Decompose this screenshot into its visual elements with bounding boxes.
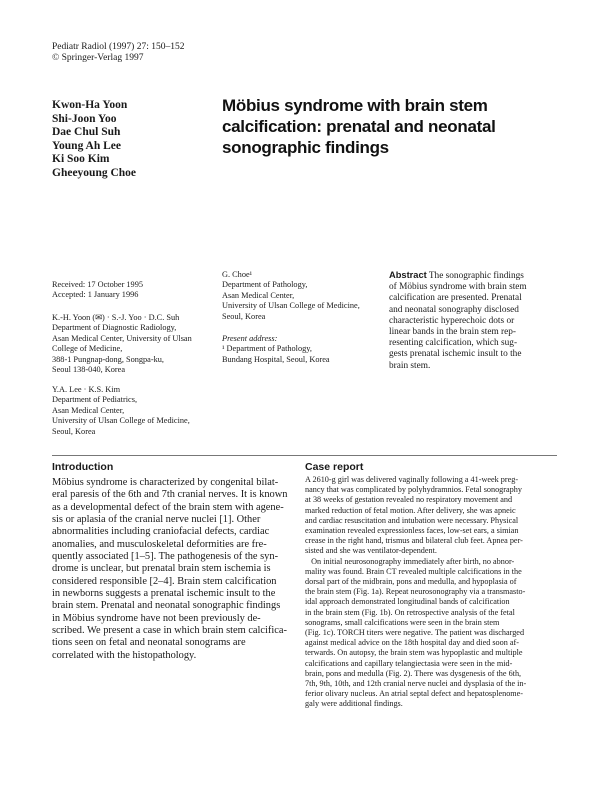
author-name: Shi-Joon Yoo [52, 112, 117, 125]
body-line: terwards. On autopsy, the brain stem was hypoplastic and multiple [305, 648, 523, 658]
body-line: the brain stem (Fig. 1a). Repeat neurosonography via a transmasto- [305, 587, 526, 597]
body-line: brain, pons and medulla (Fig. 2). There was dysgenesis of the 6th, [305, 668, 522, 678]
body-line: On initial neurosonography immediately after birth, no abnor- [305, 556, 515, 566]
affiliation-line: Seoul, Korea [222, 311, 266, 321]
body-line: sis or aplasia of the cranial nerve nuclei [1]. Other [52, 514, 261, 526]
abstract-label: Abstract [389, 270, 427, 280]
affiliation-line: College of Medicine, [52, 344, 123, 354]
affiliation-pathology [222, 270, 360, 322]
body-line: calcifications and capillary telangiectasia were seen in the mid- [305, 658, 513, 668]
affiliation-line: K.-H. Yoon (✉) · S.-J. Yoo · D.C. Suh [52, 313, 180, 322]
case-report-heading: Case report [305, 461, 364, 473]
accepted-date: Accepted: 1 January 1996 [52, 290, 139, 300]
body-line: as a developmental defect of the brain stem with agene- [52, 501, 284, 513]
present-address-label: Present address: [222, 334, 278, 343]
abstract-line: and neonatal sonography disclosed [389, 304, 519, 315]
author-name: Kwon-Ha Yoon [52, 99, 128, 111]
body-line: ferior olivary nucleus. An atrial septal defect and hepatosplenome- [305, 689, 524, 699]
abstract-line: brain stem. [389, 360, 431, 371]
affiliation-line: Asan Medical Center, University of Ulsan [52, 333, 192, 343]
case-report-body [305, 475, 560, 710]
body-line: at 38 weeks of gestation revealed no respiratory movement and [305, 495, 513, 505]
present-address-line: ¹ Department of Pathology, [222, 344, 312, 354]
body-line: brain stem. Prenatal and neonatal sonographic findings [52, 600, 281, 612]
body-line: against medical advice on the 18th hospital day and died soon af- [305, 638, 519, 648]
article-title [222, 95, 522, 158]
body-line: marked reduction of fetal motion. After delivery, she was apneic [305, 505, 516, 515]
body-line: eral paresis of the 6th and 7th cranial nerves. It is known [52, 489, 288, 501]
copyright-line: © Springer-Verlag 1997 [52, 53, 144, 63]
body-line: crease in the right hand, trismus and bilateral club feet. Apnea per- [305, 536, 523, 546]
body-line: abnormalities including craniofacial defects, cardiac [52, 526, 270, 538]
title-line: calcification: prenatal and neonatal [222, 117, 496, 136]
journal-citation [52, 42, 184, 64]
author-list [52, 99, 136, 180]
abstract-line: calcification are presented. Prenatal [389, 293, 522, 304]
body-line: drome is unclear, but prenatal brain stem ischemia is [52, 563, 271, 575]
received-date: Received: 17 October 1995 [52, 280, 144, 289]
affiliation-line: Asan Medical Center, [52, 405, 125, 415]
affiliation-radiology [52, 313, 192, 375]
affiliation-line: Asan Medical Center, [222, 290, 295, 300]
present-address-line: Bundang Hospital, Seoul, Korea [222, 354, 330, 364]
affiliation-line: Seoul 138-040, Korea [52, 365, 126, 375]
abstract-line: linear bands in the brain stem rep- [389, 327, 517, 338]
author-name: Gheeyoung Choe [52, 166, 137, 179]
abstract [389, 270, 559, 372]
affiliation-line: Department of Pathology, [222, 280, 308, 290]
body-line: idal approach demonstrated longitudinal bands of calcification [305, 597, 510, 607]
abstract-line: gests prenatal ischemic insult to the [389, 349, 522, 360]
body-line: (Fig. 1c). TORCH titers were negative. The patient was discharged [305, 628, 525, 638]
title-line: Möbius syndrome with brain stem [222, 96, 488, 115]
affiliation-line: University of Ulsan College of Medicine, [222, 301, 360, 311]
body-line: quently associated [1–5]. The pathogenesis of the syn- [52, 551, 279, 563]
body-line: galy were additional findings. [305, 699, 403, 709]
author-name: Dae Chul Suh [52, 126, 121, 138]
body-line: tions seen on fetal and neonatal sonograms are [52, 637, 246, 649]
body-line: mality was found. Brain CT revealed multiple calcifications in the [305, 566, 522, 576]
introduction-heading: Introduction [52, 461, 114, 473]
author-name: Ki Soo Kim [52, 153, 110, 165]
body-line: examination revealed expressionless faces, low-set ears, a simian [305, 526, 519, 536]
body-line: sonograms, small calcifications were seen in the brain stem [305, 617, 500, 627]
body-line: in Möbius syndrome have not been previously de- [52, 612, 261, 624]
introduction-body [52, 477, 296, 662]
journal-reference: Pediatr Radiol (1997) 27: 150–152 [52, 42, 185, 52]
body-line: anomalies, and musculoskeletal deformities are fre- [52, 538, 267, 550]
affiliation-line: 388-1 Pungnap-dong, Songpa-ku, [52, 354, 164, 364]
article-dates [52, 280, 143, 301]
body-line: 7th, 9th, 10th, and 12th cranial nerve nuclei and dysplasia of the in- [305, 679, 527, 689]
present-address [222, 334, 330, 365]
affiliation-line: Seoul, Korea [52, 426, 96, 436]
body-line: scribed. We present a case in which brain stem calcifica- [52, 625, 287, 637]
abstract-text: The sonographic findings [426, 271, 524, 281]
affiliation-pediatrics [52, 385, 190, 437]
affiliation-line: Y.A. Lee · K.S. Kim [52, 385, 121, 394]
body-line: in newborns suggests a prenatal ischemic insult to the [52, 588, 276, 600]
body-line: Möbius syndrome is characterized by congenital bilat- [52, 477, 279, 488]
affiliation-line: G. Choe¹ [222, 270, 253, 279]
affiliation-line: Department of Diagnostic Radiology, [52, 323, 177, 333]
affiliation-line: University of Ulsan College of Medicine, [52, 416, 190, 426]
section-divider [52, 455, 557, 456]
abstract-line: of Möbius syndrome with brain stem [389, 282, 527, 293]
title-line: sonographic findings [222, 138, 389, 157]
abstract-line: characteristic hyperechoic dots or [389, 315, 515, 326]
body-line: correlated with the histopathology. [52, 649, 197, 661]
author-name: Young Ah Lee [52, 139, 122, 152]
body-line: considered responsible [2–4]. Brain stem calcification [52, 575, 277, 587]
body-line: nancy that was complicated by polyhydramnios. Fetal sonography [305, 485, 522, 495]
affiliation-line: Department of Pediatrics, [52, 395, 138, 405]
body-line: dorsal part of the midbrain, pons and medulla, and hypoplasia of [305, 577, 517, 587]
body-line: in the brain stem (Fig. 1b). On retrospective analysis of the fetal [305, 607, 515, 617]
body-line: and cardiac resuscitation and intubation were necessary. Physical [305, 515, 519, 525]
body-line: sisted and she was ventilator-dependent. [305, 546, 437, 556]
body-line: A 2610-g girl was delivered vaginally following a 41-week preg- [305, 475, 519, 484]
abstract-line: resenting calcification, which sug- [389, 338, 518, 349]
